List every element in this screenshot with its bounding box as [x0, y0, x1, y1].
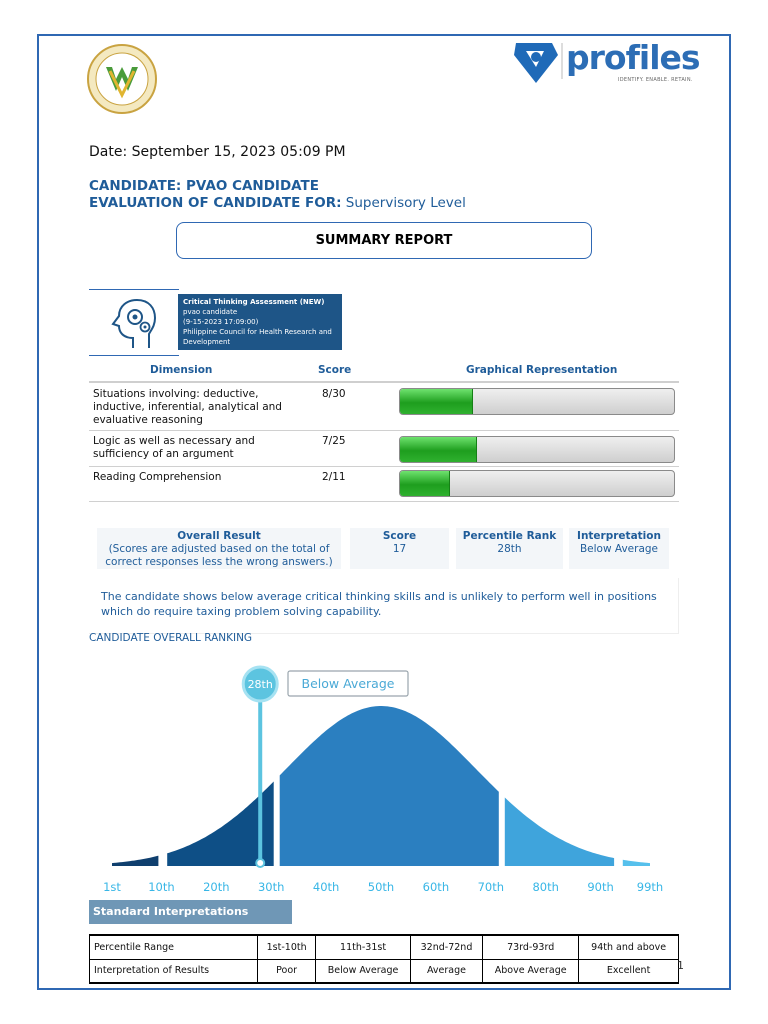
evaluation-value: Supervisory Level — [345, 195, 466, 211]
page-number: 1 — [677, 959, 684, 972]
table-cell: Percentile Range — [90, 935, 258, 959]
percentile-tick-label: 50th — [367, 880, 395, 894]
percentile-tick-label: 40th — [312, 880, 340, 894]
score-bar — [399, 388, 675, 415]
percentile-tick-label: 30th — [257, 880, 285, 894]
dimension-label: Situations involving: deductive, inductive, inferential, analytical and evaluative reasoning — [93, 388, 282, 426]
curve-segment-1-10 — [112, 856, 158, 866]
assessment-candidate: pvao candidate — [183, 308, 238, 316]
percentile-tick-label: 1st — [103, 880, 121, 894]
table-cell: 73rd-93rd — [483, 935, 579, 959]
percentile-tick-label: 99th — [636, 880, 664, 894]
table-cell: 32nd-72nd — [410, 935, 482, 959]
profiles-wordmark: profiles — [566, 38, 700, 77]
interpretation-box — [569, 528, 669, 569]
assessment-title: Critical Thinking Assessment (NEW) — [183, 298, 325, 306]
percentile-label: Percentile Rank — [462, 530, 557, 542]
dimension-score: 8/30 — [322, 388, 346, 400]
dimension-score: 2/11 — [322, 471, 346, 483]
dimension-header: Dimension — [150, 364, 213, 376]
overall-result-label: Overall Result — [177, 530, 261, 542]
table-row — [90, 959, 679, 983]
assessment-info — [178, 294, 342, 350]
curve-segment-93-99 — [623, 860, 650, 866]
score-bar-fill — [400, 471, 450, 496]
interpretation-value: Below Average — [579, 543, 659, 555]
percentile-tick-label: 10th — [148, 880, 175, 894]
table-divider — [89, 466, 679, 467]
table-cell: Above Average — [483, 959, 579, 983]
standard-interpretations-table — [89, 934, 679, 984]
percentile-tick-label: 70th — [477, 880, 505, 894]
assessment-datetime: (9-15-2023 17:09:00) — [183, 318, 259, 326]
table-divider — [89, 381, 679, 383]
dimension-label: Logic as well as necessary and sufficiency of an argument — [93, 435, 255, 460]
marker-dot — [256, 859, 264, 867]
graph-header: Graphical Representation — [466, 364, 618, 376]
candidate-name: CANDIDATE: PVAO CANDIDATE — [89, 178, 319, 194]
table-cell: 11th-31st — [316, 935, 411, 959]
overall-score-box — [350, 528, 449, 569]
table-divider — [89, 501, 679, 502]
assessment-icon-box — [89, 289, 179, 356]
table-divider — [89, 430, 679, 431]
standard-interpretations-title: Standard Interpretations — [89, 900, 292, 924]
table-cell: Interpretation of Results — [90, 959, 258, 983]
result-comment: The candidate shows below average critical thinking skills and is unlikely to perform well in positions which do require taxing problem solving capability. — [89, 578, 679, 634]
dimension-label: Reading Comprehension — [93, 471, 222, 483]
marker-label: 28th — [247, 678, 273, 691]
table-cell: Poor — [258, 959, 316, 983]
overall-result-note: (Scores are adjusted based on the total of correct responses less the wrong answers.) — [105, 543, 333, 568]
score-bar — [399, 436, 675, 463]
assessment-organization: Philippine Council for Health Research and Development — [183, 328, 332, 346]
score-bar-fill — [400, 389, 473, 414]
table-row — [90, 935, 679, 959]
dimension-score: 7/25 — [322, 435, 346, 447]
overall-score-label: Score — [382, 530, 417, 542]
curve-segment-72-93 — [505, 798, 614, 867]
pvao-seal-logo — [86, 43, 158, 115]
table-cell: Below Average — [316, 959, 411, 983]
table-cell: Average — [410, 959, 482, 983]
overall-score-value: 17 — [392, 543, 407, 555]
percentile-tick-label: 90th — [587, 880, 614, 894]
overall-result-box — [97, 528, 341, 569]
score-header: Score — [318, 364, 352, 376]
head-gears-icon — [89, 290, 179, 357]
table-cell: 94th and above — [579, 935, 679, 959]
curve-segment-31-72 — [280, 706, 499, 866]
percentile-tick-label: 60th — [422, 880, 450, 894]
percentile-tick-label: 20th — [203, 880, 230, 894]
ranking-bell-curve — [100, 660, 670, 900]
ranking-title: CANDIDATE OVERALL RANKING — [89, 632, 253, 644]
score-bar-fill — [400, 437, 477, 462]
percentile-value: 28th — [497, 543, 522, 555]
table-cell: Excellent — [579, 959, 679, 983]
marker-text: Below Average — [301, 676, 395, 691]
report-date: Date: September 15, 2023 05:09 PM — [89, 144, 346, 160]
evaluation-label: EVALUATION OF CANDIDATE FOR: — [89, 195, 342, 211]
score-bar — [399, 470, 675, 497]
summary-report-title: SUMMARY REPORT — [176, 222, 592, 259]
evaluation-line — [89, 195, 466, 211]
curve-segment-10-31 — [167, 782, 274, 867]
percentile-box — [456, 528, 563, 569]
percentile-tick-label: 80th — [532, 880, 559, 894]
interpretation-label: Interpretation — [577, 530, 661, 542]
profiles-tagline: IDENTIFY. ENABLE. RETAIN. — [618, 77, 693, 83]
table-cell: 1st-10th — [258, 935, 316, 959]
